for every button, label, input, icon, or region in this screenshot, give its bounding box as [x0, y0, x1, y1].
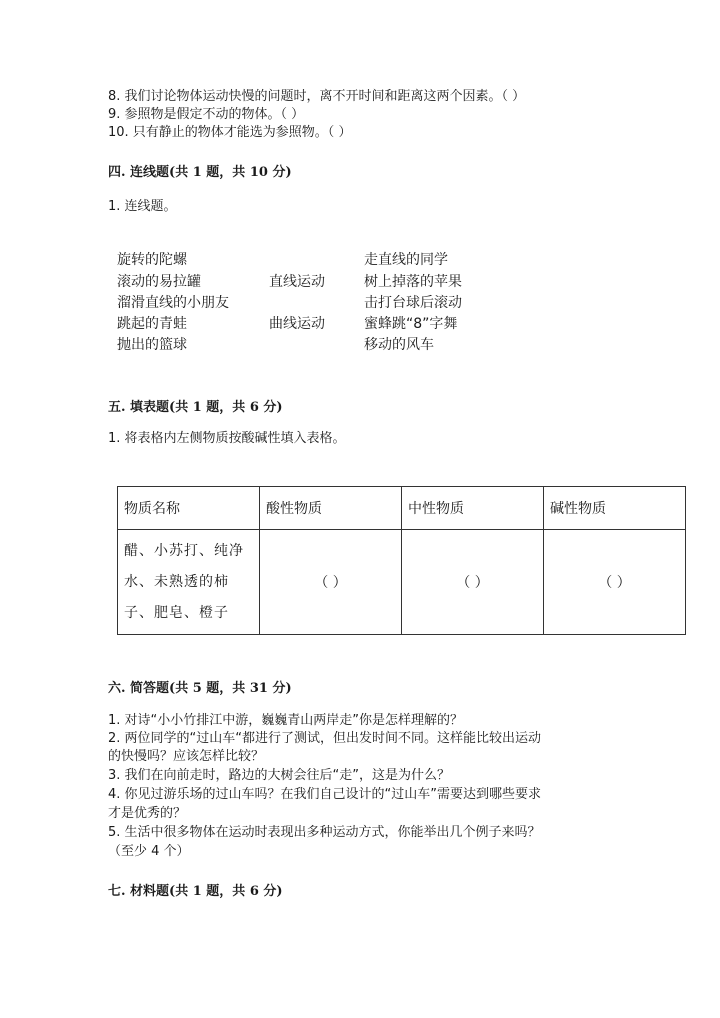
acid-answer-blank[interactable]: （ ） [260, 530, 402, 635]
table-header-cell: 酸性物质 [260, 487, 402, 530]
section-6-line: 4. 你见过游乐场的过山车吗？在我们自己设计的“过山车”需要达到哪些要求 [108, 787, 542, 802]
section-6-line: 的快慢吗？应该怎样比较？ [108, 749, 265, 764]
table-header-cell: 碱性物质 [544, 487, 686, 530]
section-6-line: （至少 4 个） [108, 844, 190, 859]
match-right-item: 蜜蜂跳“8”字舞 [364, 316, 458, 332]
tf-item-9: 9. 参照物是假定不动的物体。（ ） [108, 107, 305, 122]
section-6-line: 才是优秀的？ [108, 806, 187, 821]
match-category-straight: 直线运动 [269, 274, 325, 290]
section-7-title: 七. 材料题(共 1 题，共 6 分) [108, 884, 283, 899]
tf-item-10: 10. 只有静止的物体才能选为参照物。（ ） [108, 125, 352, 140]
section-6-line: 2. 两位同学的“过山车“都进行了测试，但出发时间不同。这样能比较出运动 [108, 731, 542, 746]
section-4-title: 四. 连线题(共 1 题，共 10 分) [108, 165, 292, 180]
table-header-cell: 物质名称 [118, 487, 260, 530]
section-5-title: 五. 填表题(共 1 题，共 6 分) [108, 400, 283, 415]
acid-base-table [117, 486, 686, 635]
section-6-line: 3. 我们在向前走时，路边的大树会往后“走”，这是为什么？ [108, 768, 451, 783]
base-answer-blank[interactable]: （ ） [544, 530, 686, 635]
neutral-answer-blank[interactable]: （ ） [402, 530, 544, 635]
section-6-line: 5. 生活中很多物体在运动时表现出多种运动方式，你能举出几个例子来吗？ [108, 825, 541, 840]
match-right-item: 走直线的同学 [364, 252, 448, 268]
match-left-item: 滚动的易拉罐 [117, 274, 201, 290]
materials-cell: 醋、小苏打、纯净水、未熟透的柿子、肥皂、橙子 [118, 530, 260, 635]
section-5-question: 1. 将表格内左侧物质按酸碱性填入表格。 [108, 431, 346, 446]
match-left-item: 抛出的篮球 [117, 337, 187, 353]
tf-item-8: 8. 我们讨论物体运动快慢的问题时，离不开时间和距离这两个因素。（ ） [108, 89, 526, 104]
table-row [118, 530, 686, 635]
match-right-item: 击打台球后滚动 [364, 295, 462, 311]
table-header-row [118, 487, 686, 530]
section-6-title: 六. 简答题(共 5 题，共 31 分) [108, 681, 292, 696]
section-4-question: 1. 连线题。 [108, 199, 177, 214]
match-left-item: 溜滑直线的小朋友 [117, 295, 229, 311]
match-right-item: 移动的风车 [364, 337, 434, 353]
match-right-item: 树上掉落的苹果 [364, 274, 462, 290]
match-category-curve: 曲线运动 [269, 316, 325, 332]
table-header-cell: 中性物质 [402, 487, 544, 530]
section-6-line: 1. 对诗“小小竹排江中游，巍巍青山两岸走”你是怎样理解的？ [108, 713, 464, 728]
match-left-item: 旋转的陀螺 [117, 252, 187, 268]
match-left-item: 跳起的青蛙 [117, 316, 187, 332]
